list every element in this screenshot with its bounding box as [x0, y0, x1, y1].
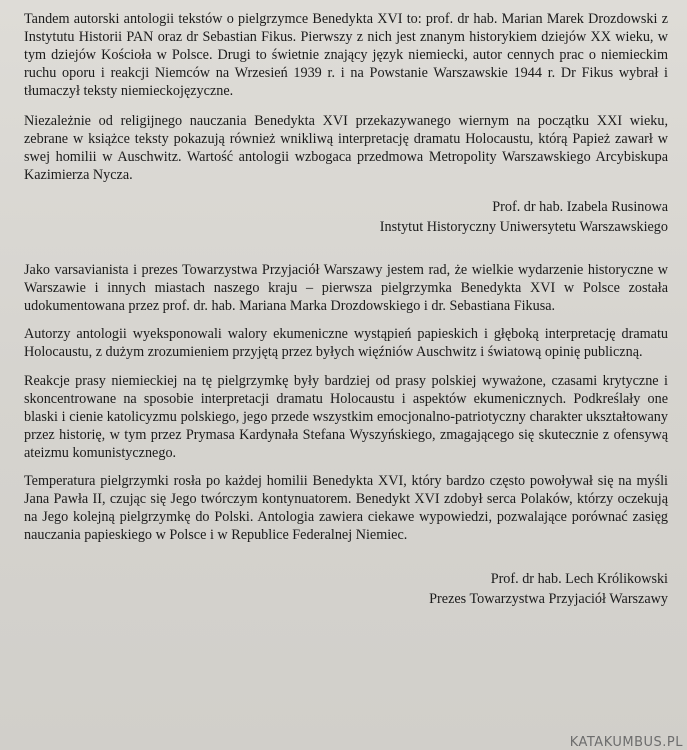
signature-affiliation: Prezes Towarzystwa Przyjaciół Warszawy [429, 590, 668, 607]
paragraph-6: Temperatura pielgrzymki rosła po każdej homilii Benedykta XVI, który bardzo często powoływał się na myśli Jana Pawła II, czując się Jego twórczym kontynuatorem. Benedykt XVI zdobył serca Polaków, którzy oczekują na Jego kolejną pielgrzymkę do Polski. Antologia zawiera ciekawe wypowiedzi, pozwalające porównać zasięg nauczania papieskiego w Polsce i w Republice Federalnej Niemiec. [24, 473, 668, 543]
signature-krolikowski [24, 570, 668, 609]
signature-rusinowa [24, 198, 668, 237]
paragraph-5: Reakcje prasy niemieckiej na tę pielgrzymkę były bardziej od prasy polskiej wyważone, czasami krytyczne i skoncentrowane na sposobie interpretacji dramatu Holocaustu i aspektów ekumenicznych. Podkreślały one blaski i cienie katolicyzmu polskiego, jego przede wszystkim emocjonalno-patriotyczny charakter ukształtowany przez historię, w tym przez Prymasa Kardynała Stefana Wyszyńskiego, zmagającego się skutecznie z ofensywą ateizmu komunistycznego. [24, 373, 668, 461]
paragraph-1: Tandem autorski antologii tekstów o pielgrzymce Benedykta XVI to: prof. dr hab. Marian Marek Drozdowski z Instytutu Historii PAN oraz dr Sebastian Fikus. Pierwszy z nich jest znanym historykiem dziejów XX wieku, w tym dziejów Kościoła w Polsce. Drugi to świetnie znający język niemiecki, autor cennych prac o niemieckim ruchu oporu i reakcji Niemców na Wrzesień 1939 r. i na Powstanie Warszawskie 1944 r. Dr Fikus wybrał i tłumaczył teksty niemieckojęzyczne. [24, 11, 668, 99]
paragraph-4: Autorzy antologii wyeksponowali walory ekumeniczne wystąpień papieskich i głęboką interpretację dramatu Holocaustu, z dużym zrozumieniem przyjętą przez byłych więźniów Auschwitz i światową opinię publiczną. [24, 326, 668, 360]
signature-name: Prof. dr hab. Lech Królikowski [490, 571, 668, 587]
paragraph-3: Jako varsavianista i prezes Towarzystwa Przyjaciół Warszawy jestem rad, że wielkie wydarzenie historyczne w Warszawie i innych miastach naszego kraju – pierwsza pielgrzymka Benedykta XVI w Polsce została udokumentowana przez prof. dr. hab. Mariana Marka Drozdowskiego i dr. Sebastiana Fikusa. [24, 262, 668, 314]
watermark: KATAKUMBUS.PL [569, 735, 683, 750]
signature-affiliation: Instytut Historyczny Uniwersytetu Warszawskiego [379, 218, 668, 235]
paragraph-2: Niezależnie od religijnego nauczania Benedykta XVI przekazywanego wiernym na początku XXI wieku, zebrane w książce teksty pokazują również wnikliwą interpretację dramatu Holocaustu, którą Papież zawarł w swej homilii w Auschwitz. Wartość antologii wzbogaca przedmowa Metropolity Warszawskiego Arcybiskupa Kazimierza Nycza. [24, 113, 668, 183]
signature-name: Prof. dr hab. Izabela Rusinowa [492, 199, 668, 215]
document-page [24, 10, 668, 609]
